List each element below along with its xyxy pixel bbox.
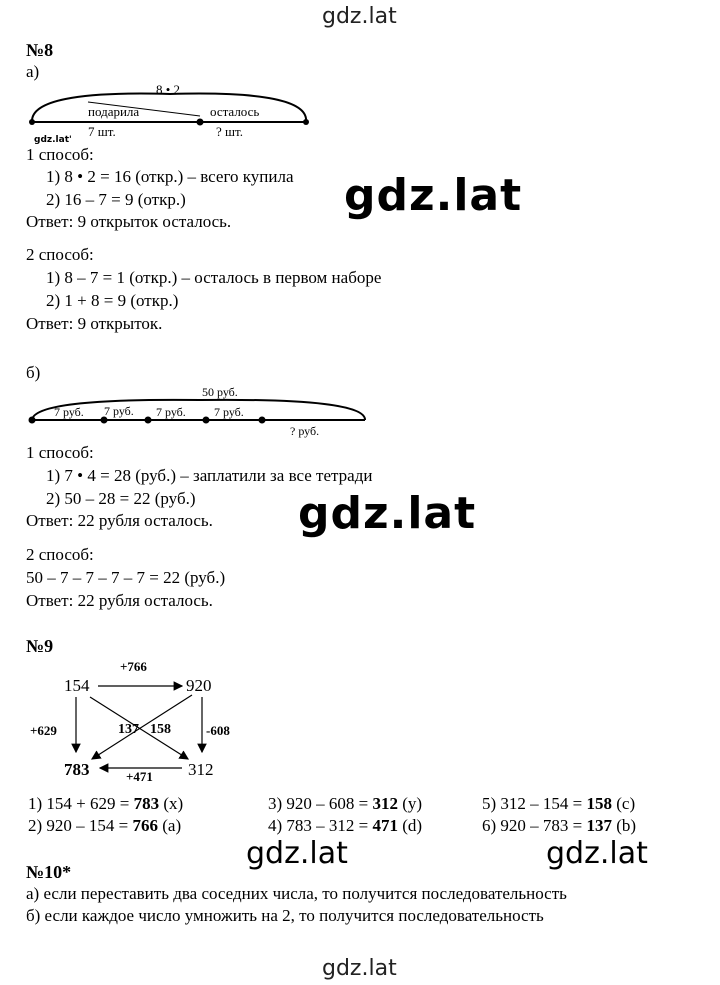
- edge-diag-158: 158: [150, 722, 171, 737]
- node-154: 154: [64, 676, 90, 695]
- watermark-bottom: gdz.lat: [322, 956, 397, 981]
- task8-a-way1-step1: 1) 8 • 2 = 16 (откр.) – всего купила: [46, 167, 294, 186]
- task8-a-way1-answer: Ответ: 9 открыток осталось.: [26, 212, 232, 231]
- task8-part-b-label: б): [26, 363, 41, 382]
- task8-b-way1-title: 1 способ:: [26, 443, 94, 462]
- watermark-top: gdz.lat: [322, 4, 397, 29]
- segment-diagram-b: [20, 380, 380, 440]
- task8-part-a-label: а): [26, 62, 40, 81]
- task10-line-a: а) если переставить два соседних числа, то получится последовательность: [26, 884, 567, 903]
- task8-a-way2-step2: 2) 1 + 8 = 9 (откр.): [46, 291, 179, 310]
- diagram-a-top-label: 8 • 2: [156, 82, 181, 97]
- watermark-tiny: gdz.lat': [34, 135, 72, 145]
- task8-b-way2-title: 2 способ:: [26, 545, 94, 564]
- task8-b-way1-step2: 2) 50 – 28 = 22 (руб.): [46, 489, 196, 508]
- watermark-mid-2: gdz.lat: [546, 836, 648, 871]
- diagram-b-top-label: 50 руб.: [202, 385, 238, 399]
- task9-eq6: 6) 920 – 783 = 137 (b): [482, 816, 637, 835]
- node-920: 920: [186, 676, 212, 695]
- task8-header: №8: [26, 40, 54, 60]
- edge-left-label: +629: [30, 723, 57, 738]
- task9-number-diagram: [20, 655, 280, 785]
- diagram-b-seg4: 7 руб.: [214, 405, 244, 419]
- task9-eq1: 1) 154 + 629 = 783 (x): [28, 794, 184, 813]
- task9-eq2: 2) 920 – 154 = 766 (a): [28, 816, 182, 835]
- task8-a-way2-step1: 1) 8 – 7 = 1 (откр.) – осталось в первом наборе: [46, 268, 382, 287]
- edge-right-label: -608: [206, 723, 230, 738]
- task8-b-way1-step1: 1) 7 • 4 = 28 (руб.) – заплатили за все тетради: [46, 466, 373, 485]
- task9-eq3: 3) 920 – 608 = 312 (y): [268, 794, 423, 813]
- segment-diagram-a: [20, 80, 320, 140]
- task9-eq5: 5) 312 – 154 = 158 (c): [482, 794, 636, 813]
- diagram-b-seg2: 7 руб.: [104, 404, 134, 418]
- edge-bottom-label: +471: [126, 769, 153, 784]
- diagram-a-seg2-bottom: ? шт.: [216, 124, 243, 139]
- diagram-b-seg1: 7 руб.: [54, 405, 84, 419]
- task8-a-way2-title: 2 способ:: [26, 245, 94, 264]
- diagram-a-seg1-bottom: 7 шт.: [88, 124, 116, 139]
- node-783: 783: [64, 760, 90, 779]
- diagram-b-seg3: 7 руб.: [156, 405, 186, 419]
- diagram-a-seg2-top: осталось: [210, 104, 260, 119]
- task8-b-way1-answer: Ответ: 22 рубля осталось.: [26, 511, 213, 530]
- task8-a-way2-answer: Ответ: 9 открыток.: [26, 314, 163, 333]
- diagram-a-seg1-top: подарила: [88, 104, 140, 119]
- watermark-mid-1: gdz.lat: [246, 836, 348, 871]
- watermark-big-2: gdz.lat: [298, 488, 477, 539]
- task8-a-way1-step2: 2) 16 – 7 = 9 (откр.): [46, 190, 186, 209]
- task10-header: №10*: [26, 862, 72, 882]
- task8-b-way2-line: 50 – 7 – 7 – 7 – 7 = 22 (руб.): [26, 568, 226, 587]
- diagram-b-rest: ? руб.: [290, 424, 320, 438]
- task8-b-way2-answer: Ответ: 22 рубля осталось.: [26, 591, 213, 610]
- node-312: 312: [188, 760, 214, 779]
- edge-diag-137: 137: [118, 722, 139, 737]
- watermark-big-1: gdz.lat: [344, 170, 523, 221]
- task8-a-way1-title: 1 способ:: [26, 145, 94, 164]
- task9-eq4: 4) 783 – 312 = 471 (d): [268, 816, 423, 835]
- task10-line-b: б) если каждое число умножить на 2, то получится последовательность: [26, 906, 544, 925]
- edge-top-label: +766: [120, 659, 147, 674]
- task9-header: №9: [26, 636, 54, 656]
